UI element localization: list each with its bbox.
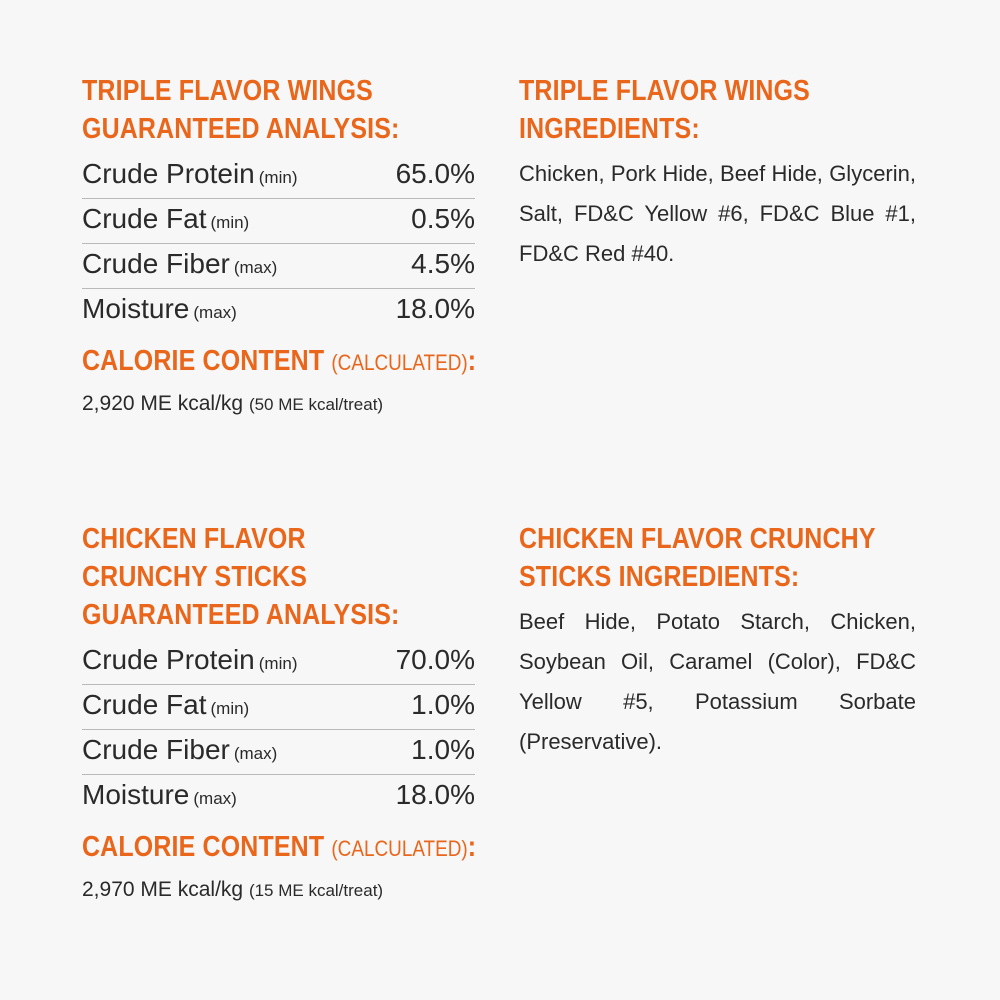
nutrient-name: Crude Fat [82, 689, 207, 720]
nutrient-qualifier: (min) [258, 168, 298, 187]
nutrient-name: Crude Protein [82, 158, 255, 189]
heading-line: STICKS INGREDIENTS: [519, 561, 800, 593]
analysis-row [82, 154, 475, 199]
calorie-heading-text: CALORIE CONTENT [82, 831, 325, 863]
wings-calorie-heading [82, 342, 476, 382]
nutrient-value: 0.5% [411, 203, 475, 234]
nutrient-name: Moisture [82, 293, 190, 324]
wings-ingredients-section [519, 72, 916, 274]
analysis-row [82, 685, 475, 730]
heading-line: INGREDIENTS: [519, 113, 700, 145]
nutrient-label [82, 779, 237, 811]
nutrient-label [82, 734, 277, 766]
wings-calorie-value [82, 392, 540, 416]
analysis-row [82, 640, 475, 685]
calorie-main: 2,920 ME kcal/kg [82, 392, 244, 415]
sticks-ingredients-heading [519, 520, 876, 596]
calorie-heading-sub: (CALCULATED) [331, 836, 468, 861]
analysis-row [82, 289, 475, 334]
analysis-row [82, 730, 475, 775]
nutrient-qualifier: (max) [233, 744, 278, 763]
calorie-heading-colon: : [467, 831, 477, 863]
heading-line: GUARANTEED ANALYSIS: [82, 599, 400, 631]
heading-line: CRUNCHY STICKS [82, 561, 308, 593]
sticks-ingredients-section [519, 520, 934, 762]
sticks-analysis-section [82, 520, 540, 902]
wings-analysis-heading [82, 72, 476, 148]
nutrient-value: 4.5% [411, 248, 475, 279]
calorie-per-treat: (50 ME kcal/treat) [248, 395, 384, 414]
nutrient-qualifier: (min) [210, 213, 250, 232]
analysis-row [82, 775, 475, 820]
nutrient-label [82, 248, 277, 280]
sticks-analysis-heading [82, 520, 476, 634]
sticks-calorie-value [82, 878, 540, 902]
nutrient-name: Moisture [82, 779, 190, 810]
calorie-heading-sub: (CALCULATED) [331, 350, 468, 375]
heading-line: CHICKEN FLAVOR [82, 523, 306, 555]
nutrient-label [82, 203, 249, 235]
nutrient-value: 70.0% [395, 644, 475, 675]
analysis-row [82, 199, 475, 244]
nutrient-name: Crude Fat [82, 203, 207, 234]
nutrient-value: 65.0% [395, 158, 475, 189]
heading-line: TRIPLE FLAVOR WINGS [519, 75, 811, 107]
heading-line: GUARANTEED ANALYSIS: [82, 113, 400, 145]
heading-line: CHICKEN FLAVOR CRUNCHY [519, 523, 876, 555]
nutrient-qualifier: (max) [233, 258, 278, 277]
analysis-row [82, 244, 475, 289]
nutrient-qualifier: (min) [210, 699, 250, 718]
nutrient-value: 1.0% [411, 689, 475, 720]
nutrient-label [82, 293, 237, 325]
wings-ingredients-text: Chicken, Pork Hide, Beef Hide, Glycerin, Salt, FD&C Yellow #6, FD&C Blue #1, FD&C Red #40. [519, 161, 916, 266]
nutrient-name: Crude Fiber [82, 248, 230, 279]
heading-line: TRIPLE FLAVOR WINGS [82, 75, 374, 107]
nutrient-value: 1.0% [411, 734, 475, 765]
nutrient-qualifier: (max) [193, 303, 237, 322]
nutrient-name: Crude Protein [82, 644, 255, 675]
sticks-calorie-heading [82, 828, 476, 868]
wings-analysis-section [82, 72, 540, 416]
nutrient-label [82, 158, 297, 190]
wings-analysis-table [82, 154, 475, 334]
sticks-ingredients-text: Beef Hide, Potato Starch, Chicken, Soybean Oil, Caramel (Color), FD&C Yellow #5, Potassium Sorbate (Preservative). [519, 609, 916, 754]
nutrient-qualifier: (max) [193, 789, 237, 808]
calorie-per-treat: (15 ME kcal/treat) [248, 881, 384, 900]
sticks-analysis-table [82, 640, 475, 820]
calorie-heading-colon: : [467, 345, 477, 377]
nutrient-label [82, 644, 297, 676]
calorie-main: 2,970 ME kcal/kg [82, 878, 244, 901]
nutrient-name: Crude Fiber [82, 734, 230, 765]
nutrient-label [82, 689, 249, 721]
wings-ingredients-heading [519, 72, 860, 148]
nutrient-value: 18.0% [395, 779, 475, 810]
nutrient-qualifier: (min) [258, 654, 298, 673]
calorie-heading-text: CALORIE CONTENT [82, 345, 325, 377]
nutrient-value: 18.0% [395, 293, 475, 324]
